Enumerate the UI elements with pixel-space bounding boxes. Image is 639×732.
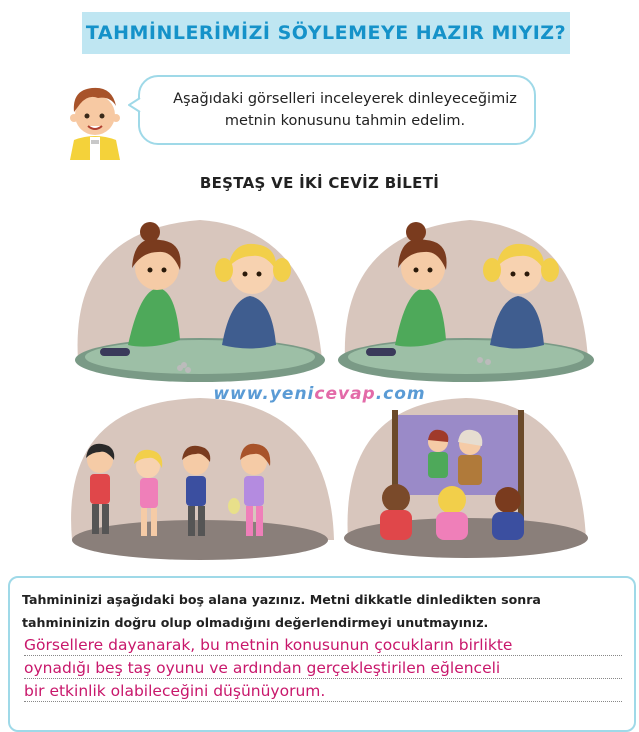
answer-line-1: Görsellere dayanarak, bu metnin konusunun çocukların birlikte [24, 636, 513, 654]
story-title: BEŞTAŞ VE İKİ CEVİZ BİLETİ [199, 174, 440, 192]
speech-bubble-text: Aşağıdaki görselleri inceleyerek dinleyeceğimiz metnin konusunu tahmin edelim. [173, 91, 517, 129]
watermark-part-1: www.yeni [213, 384, 315, 404]
scene-children-standing [71, 398, 334, 560]
speech-bubble-tail [128, 96, 142, 114]
watermark-part-3: .com [375, 384, 426, 404]
dotted-line [24, 655, 622, 656]
scene-girls-playing-1 [75, 220, 325, 382]
answer-line-3: bir etkinlik olabileceğini düşünüyorum. [24, 682, 326, 700]
boy-character-illustration [60, 82, 130, 160]
scene-girls-playing-2 [338, 220, 594, 382]
watermark [0, 384, 639, 404]
instruction-text: Tahmininizi aşağıdaki boş alana yazınız. Metni dikkatle dinledikten sonra tahmininizin doğru olup olmadığını değerlendirmeyi unutmayınız. [22, 592, 541, 630]
scene-puppet-show [344, 398, 588, 558]
dotted-line [24, 701, 622, 702]
page-title: TAHMİNLERİMİZİ SÖYLEMEYE HAZIR MIYIZ? [85, 22, 567, 44]
answer-line-2: oynadığı beş taş oyunu ve ardından gerçekleştirilen eğlenceli [24, 659, 501, 677]
dotted-line [24, 678, 622, 679]
title-banner [82, 12, 570, 54]
watermark-part-2: cevap [314, 384, 376, 404]
